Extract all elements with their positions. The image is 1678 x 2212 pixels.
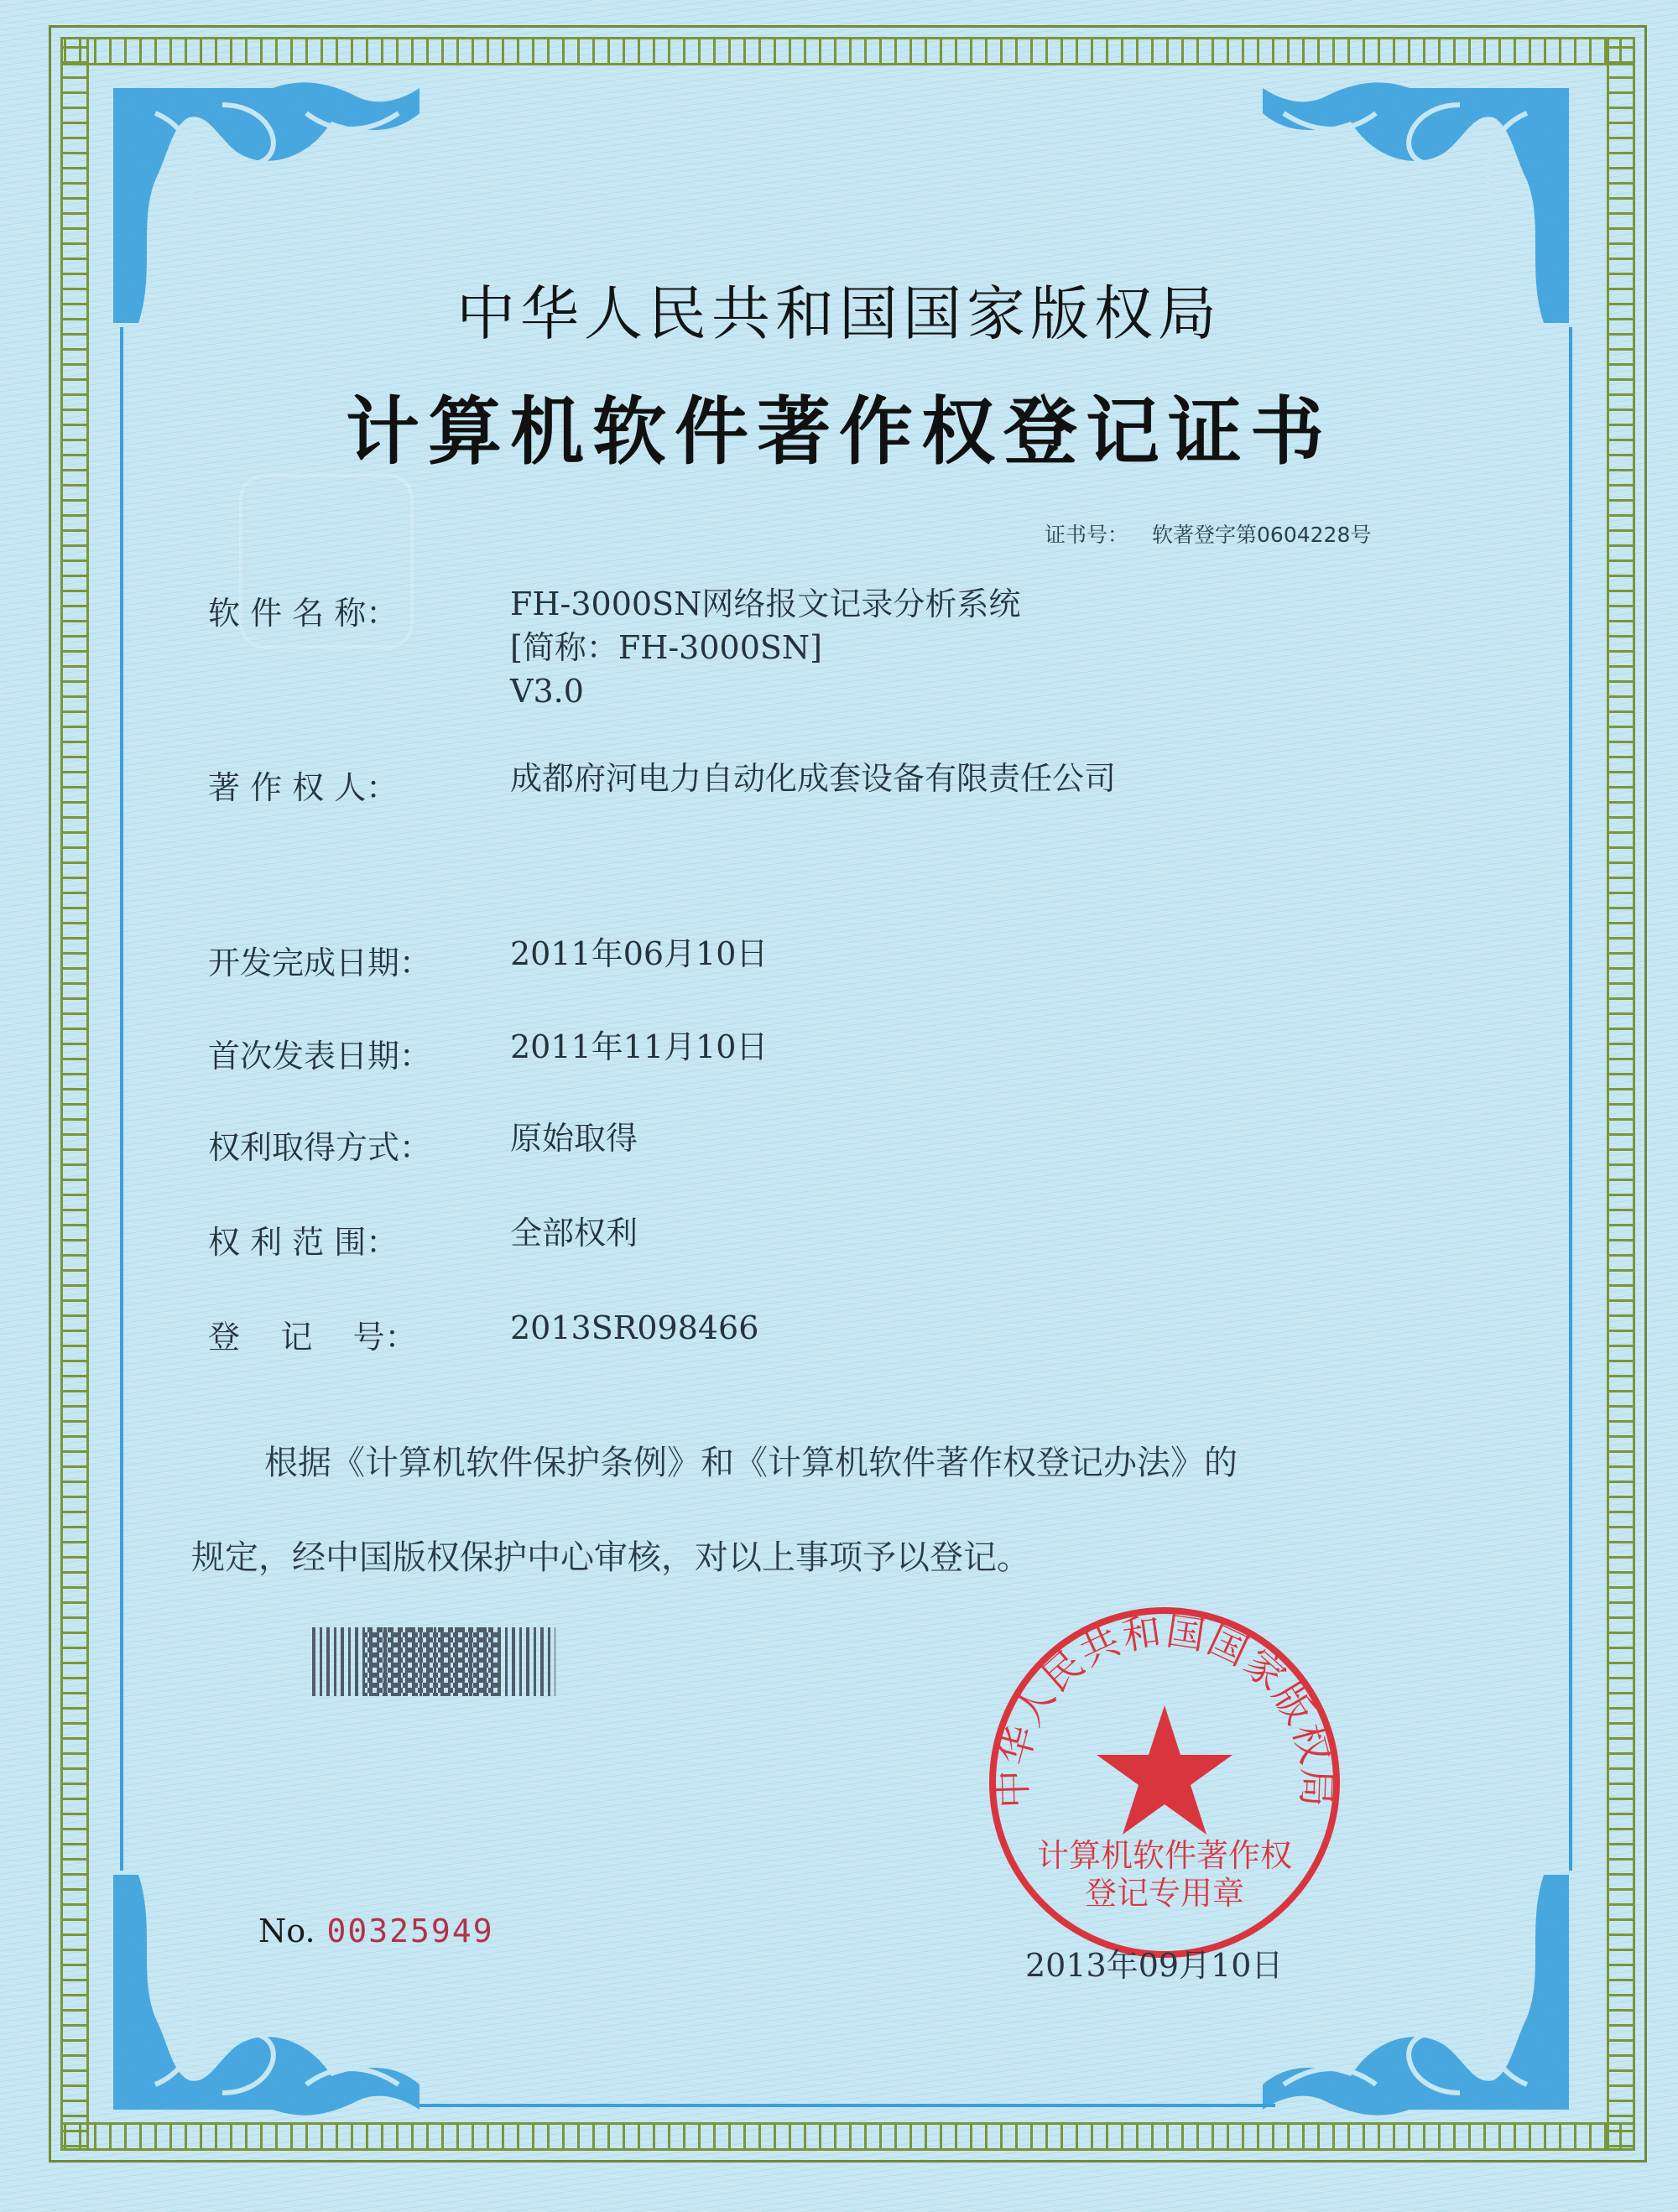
field-copyright-owner [208, 762, 1467, 808]
software-full-name: FH-3000SN网络报文记录分析系统 [510, 586, 1021, 622]
inner-border-left [120, 327, 123, 1871]
development-date: 2011年06月10日 [510, 935, 769, 972]
publication-date: 2011年11月10日 [510, 1028, 769, 1065]
field-value [510, 932, 768, 976]
rights-scope: 全部权利 [510, 1215, 638, 1252]
field-label: 权利取得方式： [208, 1129, 432, 1166]
field-label: 著 作 权 人： [208, 769, 399, 806]
seal-inner-line-2: 登记专用章 [1084, 1875, 1245, 1912]
field-label: 权 利 范 围： [208, 1224, 399, 1261]
field-label: 登 记 号： [208, 1319, 417, 1356]
field-value [510, 1116, 638, 1160]
field-acquisition-method [208, 1122, 1467, 1168]
meander-border-top [60, 37, 1635, 65]
seal-outer-text: 中华人民共和国国家版权局 [989, 1607, 1340, 1809]
certificate-number-label: 证书号： [1045, 523, 1129, 547]
field-label: 首次发表日期： [208, 1038, 432, 1075]
field-value [510, 1211, 638, 1255]
field-value [510, 582, 1020, 713]
statement-line-1: 根据《计算机软件保护条例》和《计算机软件著作权登记办法》的 [264, 1444, 1238, 1482]
inner-border-bottom [420, 2104, 1275, 2107]
issue-date: 2013年09月10日 [1025, 1947, 1284, 1984]
field-software-name [208, 587, 1467, 730]
field-value [510, 1306, 758, 1350]
seal-star-icon [1097, 1705, 1232, 1835]
serial-prefix: No. [258, 1913, 315, 1949]
field-registration-number [208, 1311, 1467, 1357]
issuer-title: 中华人民共和国国家版权局 [456, 279, 1222, 348]
serial-number [258, 1913, 494, 1949]
field-label: 软 件 名 称： [208, 595, 399, 632]
inner-border-right [1569, 327, 1572, 1871]
software-short-name: [简称：FH-3000SN] [510, 629, 822, 666]
field-first-publication-date [208, 1030, 1467, 1076]
acquisition-method: 原始取得 [510, 1120, 638, 1157]
meander-border-left [60, 37, 89, 2151]
certificate-number-value: 软著登字第0604228号 [1152, 523, 1372, 547]
field-value [510, 757, 1116, 800]
owner-name: 成都府河电力自动化成套设备有限责任公司 [510, 760, 1117, 797]
scroll-ornament-icon [105, 1866, 424, 2118]
field-label: 开发完成日期： [208, 945, 432, 981]
serial-value: 00325949 [326, 1913, 494, 1949]
meander-border-bottom [60, 2122, 1635, 2151]
software-version: V3.0 [510, 673, 584, 710]
official-seal [980, 1598, 1349, 1967]
barcode-data-area [362, 1627, 501, 1696]
pdf417-barcode [312, 1627, 555, 1696]
field-value [510, 1025, 768, 1069]
field-development-date [208, 937, 1467, 983]
seal-inner-line-1: 计算机软件著作权 [1036, 1837, 1293, 1874]
field-rights-scope [208, 1216, 1467, 1262]
certificate-number [1045, 518, 1371, 549]
statement-line-2: 规定，经中国版权保护中心审核，对以上事项予以登记。 [191, 1538, 1030, 1577]
certificate-title: 计算机软件著作权登记证书 [345, 388, 1332, 475]
meander-border-right [1607, 37, 1635, 2151]
registration-number: 2013SR098466 [510, 1309, 759, 1346]
